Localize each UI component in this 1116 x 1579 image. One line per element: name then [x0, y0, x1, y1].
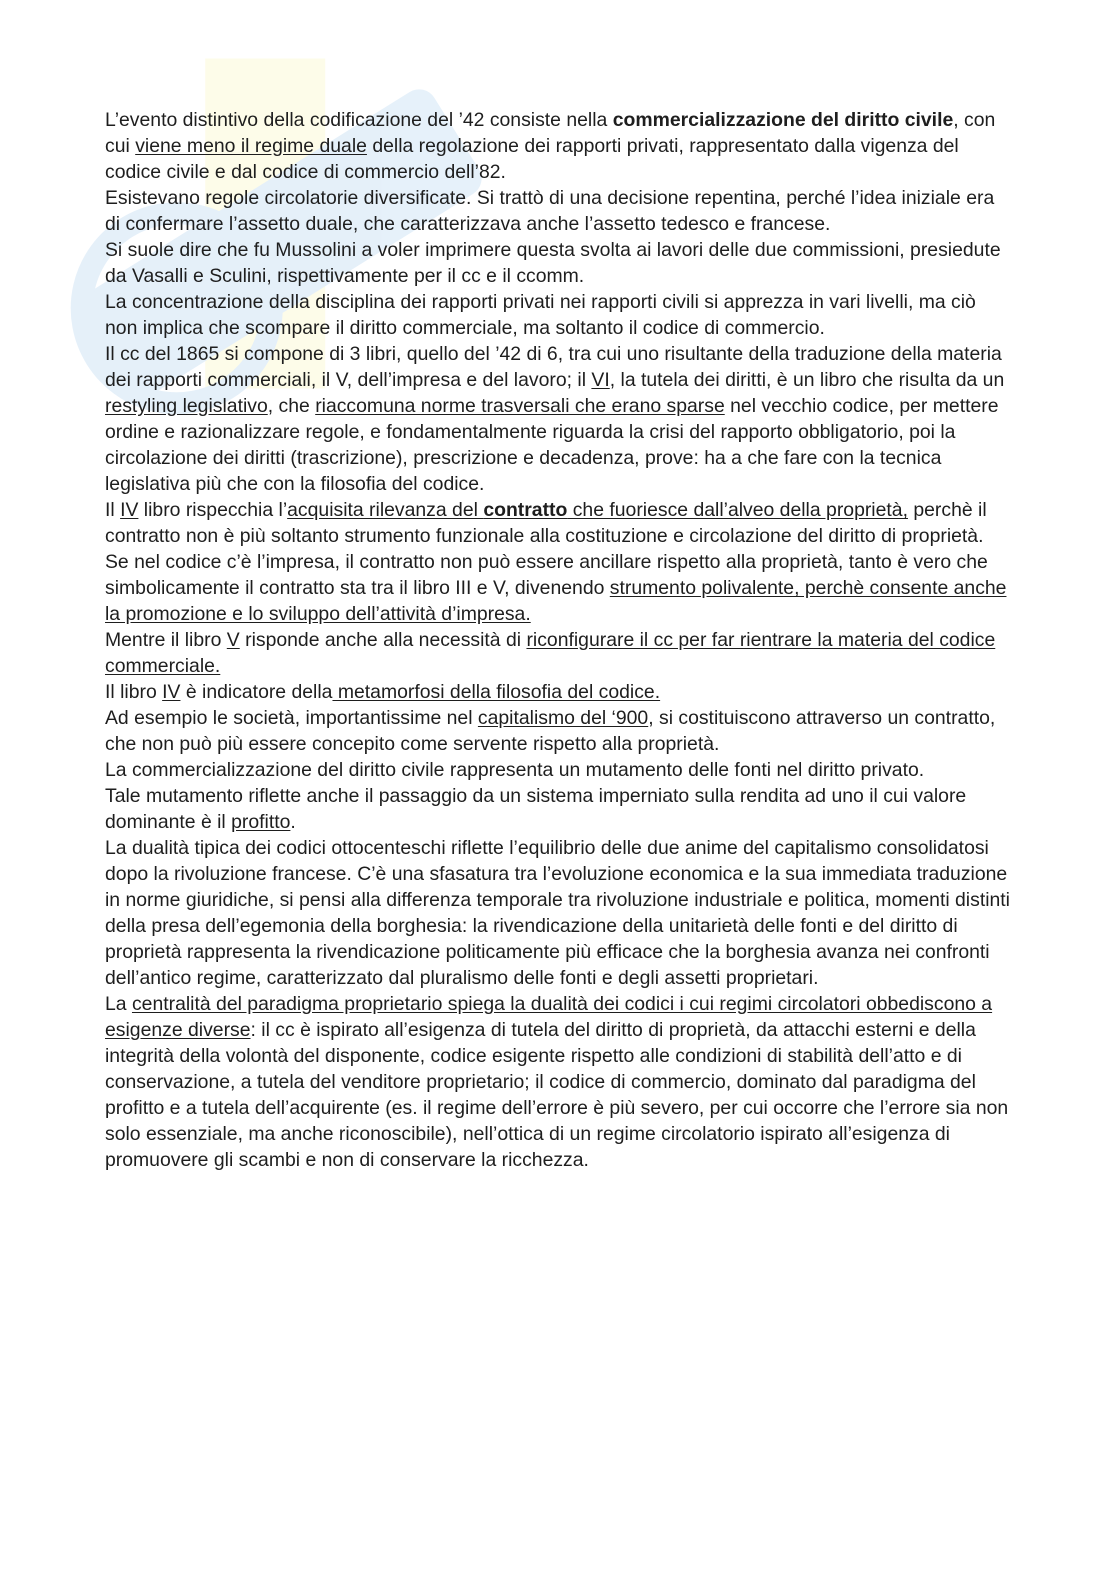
text-run: Il [105, 499, 121, 521]
text-run: La commercializzazione del diritto civile rappresenta un mutamento delle fonti nel diritto privato. [105, 759, 925, 781]
text-run: , con cui [105, 109, 996, 157]
underlined-text-run: riaccomuna norme trasversali che erano sparse [315, 395, 725, 417]
text-run: perchè il contratto non è più soltanto strumento funzionale alla costituzione e circolazione del diritto di proprietà. Se nel codice c’è l’impresa, il contratto non può essere ancillare rispetto alla proprietà, tanto è vero che simbolicamente il contratto sta tra il libro III e V, divenendo [105, 499, 988, 599]
paragraph [105, 757, 1010, 783]
paragraph [105, 289, 1010, 341]
paragraph [105, 107, 1010, 185]
text-run: Il cc del 1865 si compone di 3 libri, quello del ’42 di 6, tra cui uno risultante della traduzione della materia dei rapporti commerciali, il V, dell’impresa e del lavoro; il [105, 343, 1002, 391]
underlined-text-run: IV [162, 681, 181, 703]
paragraph [105, 341, 1010, 497]
paragraph [105, 991, 1010, 1173]
text-run: L’evento distintivo della codificazione del ’42 consiste nella [105, 109, 613, 131]
underlined-text-run: riconfigurare il cc per far rientrare la materia del codice commerciale. [105, 629, 996, 677]
paragraph [105, 679, 1010, 705]
text-run: Si suole dire che fu Mussolini a voler imprimere questa svolta ai lavori delle due commissioni, presiedute da Vasalli e Sculini, rispettivamente per il cc e il ccomm. [105, 239, 1001, 287]
text-run: Mentre il libro [105, 629, 227, 651]
text-run: libro rispecchia l’ [138, 499, 288, 521]
text-run: La concentrazione della disciplina dei rapporti privati nei rapporti civili si apprezza in vari livelli, ma ciò non implica che scompare il diritto commerciale, ma soltanto il codice di commercio. [105, 291, 976, 339]
text-run: La [105, 993, 132, 1015]
text-run: nel vecchio codice, per mettere ordine e razionalizzare regole, e fondamentalmente riguarda la crisi del rapporto obbligatorio, poi la circolazione dei diritti (trascrizione), prescrizione e decadenza, prove: ha a che fare con la tecnica legislativa più che con la filosofia del codice. [105, 395, 999, 495]
underlined-text-run: strumento polivalente, perchè consente anche la promozione e lo sviluppo dell’attività d’impresa. [105, 577, 1007, 625]
paragraph [105, 237, 1010, 289]
underlined-text-run: acquisita rilevanza del [287, 499, 484, 521]
paragraph [105, 783, 1010, 835]
text-run: commercializzazione del diritto civile [612, 109, 954, 131]
text-run: , la tutela dei diritti, è un libro che risulta da un [609, 369, 1005, 391]
text-run: La dualità tipica dei codici ottocenteschi riflette l’equilibrio delle due anime del capitalismo consolidatosi dopo la rivoluzione francese. C’è una sfasatura tra l’evoluzione economica e la sua immediata traduzione in norme giuridiche, si pensi alla differenza temporale tra rivoluzione industriale e politica, momenti distinti della presa dell’egemonia della borghesia: la rivendicazione della unitarietà delle fonti e del diritto di proprietà rappresenta la rivendicazione politicamente più efficace che la borghesia avanza nei confronti dell’antico regime, caratterizzato dal pluralismo delle fonti e degli assetti proprietari. [105, 837, 1010, 989]
text-run: Tale mutamento riflette anche il passaggio da un sistema imperniato sulla rendita ad uno il cui valore dominante è il [105, 785, 967, 833]
underlined-text-run: contratto [483, 499, 568, 521]
text-run: , si costituiscono attraverso un contratto, che non può più essere concepito come servente rispetto alla proprietà. [105, 707, 996, 755]
paragraph [105, 497, 1010, 627]
text-run: Ad esempio le società, importantissime nel [105, 707, 478, 729]
paragraph [105, 627, 1010, 679]
underlined-text-run: metamorfosi della filosofia del codice. [332, 681, 661, 703]
text-run: : il cc è ispirato all’esigenza di tutela del diritto di proprietà, da attacchi esterni e della integrità della volontà del disponente, codice esigente rispetto alle condizioni di stabilità dell’atto e di conservazione, a tutela del venditore proprietario; il codice di commercio, dominato dal paradigma del profitto e a tutela dell’acquirente (es. il regime dell’errore è più severo, per cui occorre che l’errore sia non solo essenziale, ma anche riconoscibile), nell’ottica di un regime circolatorio ispirato all’esigenza di promuovere gli scambi e non di conservare la ricchezza. [105, 1019, 1009, 1171]
underlined-text-run: che fuoriesce dall’alveo della proprietà, [567, 499, 908, 521]
text-run: , che [267, 395, 316, 417]
paragraph [105, 705, 1010, 757]
underlined-text-run: capitalismo del ‘900 [477, 707, 649, 729]
text-run: risponde anche alla necessità di [239, 629, 527, 651]
text-run: Esistevano regole circolatorie diversificate. Si trattò di una decisione repentina, perché l’idea iniziale era di confermare l’assetto duale, che caratterizzava anche l’assetto tedesco e francese. [105, 187, 995, 235]
underlined-text-run: VI [591, 369, 610, 391]
underlined-text-run: profitto [231, 811, 291, 833]
underlined-text-run: restyling legislativo [105, 395, 268, 417]
paragraph [105, 185, 1010, 237]
text-run: è indicatore della [180, 681, 333, 703]
document-body [105, 107, 1010, 1173]
text-run: . [290, 811, 296, 833]
text-run: della regolazione dei rapporti privati, rappresentato dalla vigenza del codice civile e dal codice di commercio dell’82. [105, 135, 959, 183]
text-run: Il libro [105, 681, 163, 703]
underlined-text-run: viene meno il regime duale [135, 135, 367, 157]
underlined-text-run: IV [120, 499, 139, 521]
underlined-text-run: centralità del paradigma proprietario spiega la dualità dei codici i cui regimi circolatori obbediscono a esigenze diverse [105, 993, 993, 1041]
underlined-text-run: V [226, 629, 240, 651]
paragraph [105, 835, 1010, 991]
